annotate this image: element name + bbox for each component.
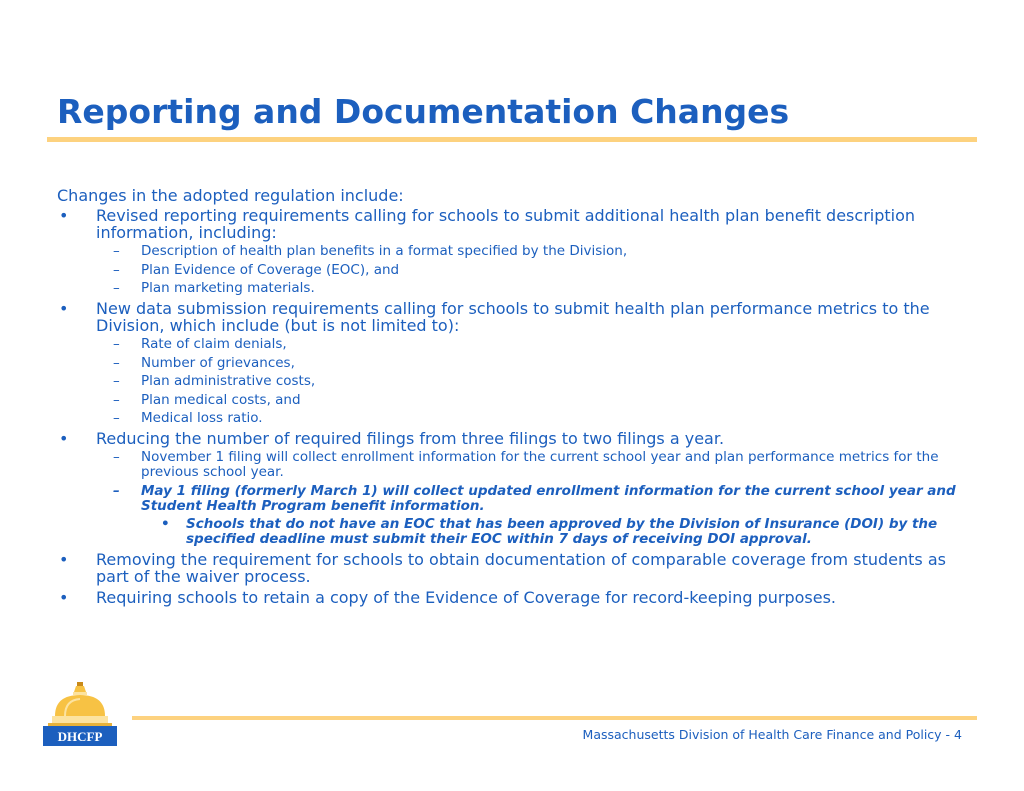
sub-list [96, 337, 957, 426]
sub-item: – November 1 filing will collect enrollment information for the current school year and plan performance metrics for the previous school year. [113, 449, 939, 480]
bullet-text: New data submission requirements calling for schools to submit health plan performance metrics to the Division, which include (but is not limited to): [96, 299, 930, 335]
sub-item: – Number of grievances, [113, 354, 295, 371]
bullet-item [57, 551, 957, 585]
bullet-list [57, 207, 957, 606]
bullet-marker: • [59, 549, 69, 569]
footer-divider [132, 716, 977, 720]
bullet-item [57, 589, 957, 606]
sub-item: – Plan marketing materials. [113, 280, 315, 296]
sub-item: – Medical loss ratio. [113, 410, 263, 426]
bullet-text: Reducing the number of required filings from three filings to two filings a year. [96, 429, 725, 448]
logo-label: DHCFP [57, 729, 103, 744]
bullet-item [57, 300, 957, 426]
bullet-item [57, 430, 957, 547]
title-divider [47, 137, 977, 142]
bullet-marker: • [59, 206, 69, 225]
sub-sub-list [141, 517, 957, 547]
bullet-marker: • [59, 429, 69, 448]
state-house-dome-icon [43, 682, 117, 746]
sub-item: – Plan administrative costs, [113, 373, 316, 389]
sub-list [96, 450, 957, 547]
intro-text: Changes in the adopted regulation include: [57, 186, 404, 205]
sub-sub-item: • Schools that do not have an EOC that has been approved by the Division of Insurance (DOI) by the specified deadline must submit their EOC within 7 days of receiving DOI approval. [161, 515, 938, 547]
bullet-text: Requiring schools to retain a copy of the Evidence of Coverage for record-keeping purposes. [96, 587, 837, 607]
bullet-marker: • [59, 299, 69, 318]
sub-item: – May 1 filing (formerly March 1) will collect updated enrollment information for the current school year and Student Health Program benefit information. • Schools that do not have an EOC that has been approved by the Division of Insurance (DOI) by the specified deadline must submit their EOC within 7 days of receiving DOI approval. [113, 482, 956, 547]
sub-list [96, 244, 957, 296]
bullet-text: Removing the requirement for schools to obtain documentation of comparable coverage from students as part of the waiver process. [96, 549, 946, 586]
bullet-marker: • [59, 587, 69, 607]
sub-item: – Plan medical costs, and [113, 391, 301, 408]
sub-item: – Description of health plan benefits in a format specified by the Division, [113, 243, 628, 259]
slide-title: Reporting and Documentation Changes [57, 92, 790, 131]
slide-body [57, 186, 957, 610]
sub-item: – Rate of claim denials, [113, 336, 287, 352]
footer-text: Massachusetts Division of Health Care Finance and Policy - 4 [582, 727, 962, 742]
bullet-item [57, 207, 957, 296]
bullet-text: Revised reporting requirements calling for schools to submit additional health plan benefit description information, including: [96, 206, 916, 242]
sub-item: – Plan Evidence of Coverage (EOC), and [113, 261, 400, 278]
